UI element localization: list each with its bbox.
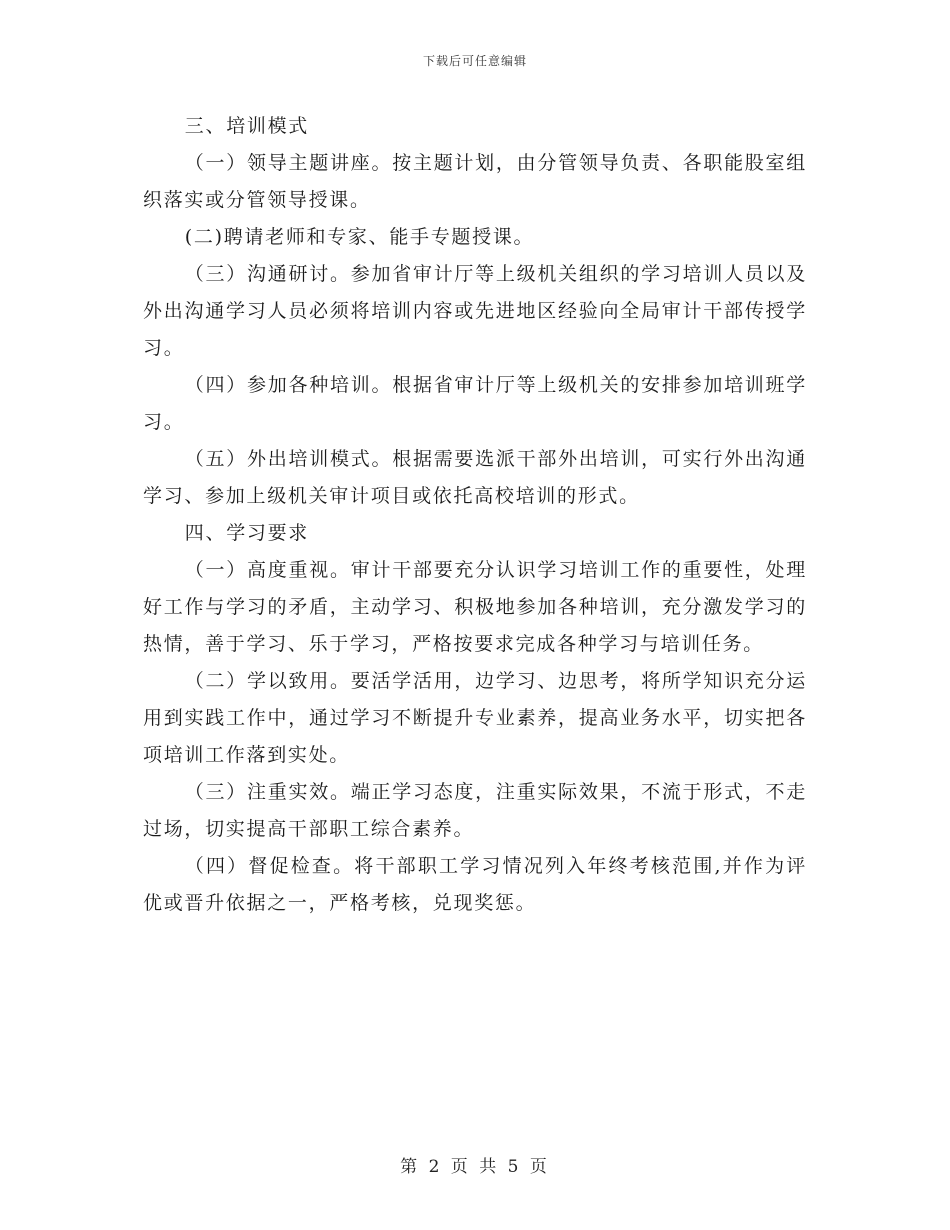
page-number: 第 2 页 共 5 页 — [400, 1157, 550, 1177]
section-heading-training-mode: 三、培训模式 — [184, 115, 309, 137]
document-body — [143, 108, 807, 922]
paragraph-apply-learning: （二）学以致用。要活学活用，边学习、边思考，将所学知识充分运用到实践工作中，通过学习不断提升专业素养，提高业务水平，切实把各项培训工作落到实处。 — [143, 670, 807, 766]
page-header-note: 下载后可任意编辑 — [422, 54, 527, 68]
paragraph-leader-lectures: （一）领导主题讲座。按主题计划，由分管领导负责、各职能股室组织落实或分管领导授课。 — [143, 152, 807, 211]
paragraph-external-training: （五）外出培训模式。根据需要选派干部外出培训，可实行外出沟通学习、参加上级机关审计项目或依托高校培训的形式。 — [143, 448, 807, 507]
paragraph-supervision-inspection: （四）督促检查。将干部职工学习情况列入年终考核范围,并作为评优或晋升依据之一，严格考核，兑现奖惩。 — [143, 855, 807, 914]
section-heading-study-requirements: 四、学习要求 — [184, 522, 309, 544]
paragraph-expert-lectures: (二)聘请老师和专家、能手专题授课。 — [184, 226, 535, 248]
paragraph-communication-seminar: （三）沟通研讨。参加省审计厅等上级机关组织的学习培训人员以及外出沟通学习人员必须将培训内容或先进地区经验向全局审计干部传授学习。 — [143, 263, 807, 359]
paragraph-attend-trainings: （四）参加各种培训。根据省审计厅等上级机关的安排参加培训班学习。 — [143, 374, 807, 433]
paragraph-practical-results: （三）注重实效。端正学习态度，注重实际效果，不流于形式，不走过场，切实提高干部职工综合素养。 — [143, 781, 807, 840]
paragraph-high-attention: （一）高度重视。审计干部要充分认识学习培训工作的重要性，处理好工作与学习的矛盾，主动学习、积极地参加各种培训，充分激发学习的热情，善于学习、乐于学习，严格按要求完成各种学习与培训任务。 — [143, 559, 807, 655]
